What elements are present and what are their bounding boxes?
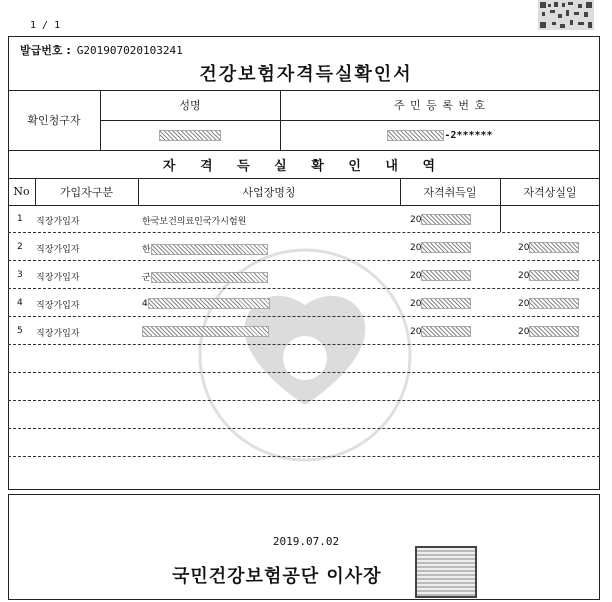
rrn-value: [280, 120, 600, 150]
row-3-lost: 20: [518, 270, 579, 281]
row-1-no: 1: [17, 214, 23, 224]
page-number: 1 / 1: [30, 20, 61, 31]
row-4-lost: 20: [518, 298, 579, 309]
row-5-type: 직장가입자: [36, 329, 80, 339]
name-header: 성명: [179, 99, 201, 112]
issue-date: 2019.07.02: [272, 535, 340, 548]
row-5-no: 5: [17, 326, 23, 336]
issue-number-value: G201907020103241: [76, 44, 183, 57]
col-header-acquired: 자격취득일: [423, 185, 477, 199]
name-value: [100, 120, 280, 150]
row-1-type: 직장가입자: [36, 217, 80, 227]
issue-number-label: 발급번호 :: [20, 44, 71, 57]
row-3-type: 직장가입자: [36, 273, 80, 283]
row-2-no: 2: [17, 242, 23, 252]
row-5-lost: 20: [518, 326, 579, 337]
col-header-lost: 자격상실일: [523, 185, 577, 199]
row-5-acquired: 20: [410, 326, 471, 337]
row-4-no: 4: [17, 298, 23, 308]
col-header-type: 가입자구분: [59, 185, 114, 199]
col-header-no: No: [13, 185, 30, 198]
official-seal-icon: [415, 546, 477, 598]
document-title: 건강보험자격득실확인서: [199, 64, 413, 85]
requester-label: 확인청구자: [27, 114, 81, 127]
row-3-no: 3: [17, 270, 23, 280]
row-1-workplace: 한국보건의료인국가시험원: [142, 217, 247, 227]
section-title: 자 격 득 실 확 인 내 역: [162, 159, 446, 174]
row-5-workplace: [142, 326, 269, 337]
issuer-name: 국민건강보험공단 이사장: [172, 566, 382, 587]
row-4-workplace: 4: [142, 298, 270, 309]
qr-code-image: [538, 0, 594, 30]
row-4-type: 직장가입자: [36, 301, 80, 311]
row-1-acquired: 20: [410, 214, 471, 225]
col-header-workplace: 사업장명칭: [242, 185, 296, 199]
rrn-suffix: -2******: [444, 129, 493, 141]
row-4-acquired: 20: [410, 298, 471, 309]
row-2-workplace: 한: [142, 242, 268, 255]
row-3-workplace: 군: [142, 270, 268, 283]
row-2-type: 직장가입자: [36, 245, 80, 255]
row-3-acquired: 20: [410, 270, 471, 281]
row-2-lost: 20: [518, 242, 579, 253]
row-2-acquired: 20: [410, 242, 471, 253]
issue-number-line: [20, 42, 183, 58]
rrn-header: 주 민 등 록 번 호: [393, 99, 487, 112]
